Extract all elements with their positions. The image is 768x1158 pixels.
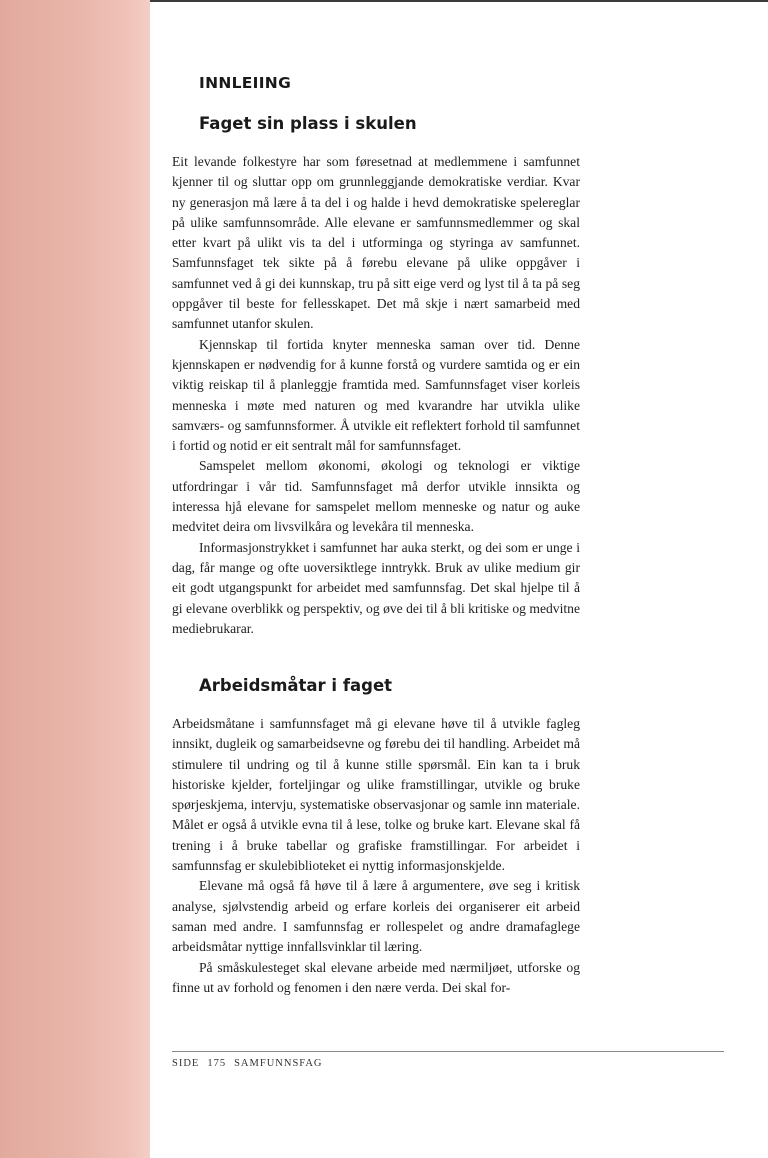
top-border-line xyxy=(150,0,768,2)
chapter-title: INNLEIING xyxy=(199,74,292,92)
page-footer xyxy=(172,1058,331,1069)
footer-rule xyxy=(172,1051,724,1052)
paragraph: Eit levande folkestyre har som føresetnad at medlemmene i samfunnet kjenner til og sluttar opp om grunnleggjande demokratiske verdiar. Kvar ny generasjon må lære å ta del i og halde i hevd demokratiske spelereglar på ulike samfunnsområde. Alle elevane er samfunnsmedlemmer og skal etter kvart på ulikt vis ta del i utforminga og styringa av samfunnet. Samfunnsfaget tek sikte på å førebu elevane på ulike oppgåver i samfunnet ved å gi dei kunnskap, tru på sitt eige verd og lyst til å ta på seg oppgåver til beste for fellesskapet. Det må skje i nært samarbeid med samfunnet utanfor skulen. xyxy=(172,154,580,332)
paragraph: Arbeidsmåtane i samfunnsfaget må gi elevane høve til å utvikle fagleg innsikt, dugleik og samarbeidsevne og førebu dei til handling. Arbeidet må stimulere til undring og til å kunne stille spørsmål. Ein kan ta i bruk historiske kjelder, forteljingar og ulike framstillingar, utvikle og bruke spørjeskjema, intervju, systematiske observasjonar og samle inn materiale. Målet er også å utvikle evna til å lese, tolke og bruke kart. Elevane skal få trening i å bruke tabellar og grafiske framstillingar. For arbeidet i samfunnsfag er skulebiblioteket ei nyttig informasjonskjelde. xyxy=(172,716,580,874)
footer-subject: SAMFUNNSFAG xyxy=(234,1058,323,1069)
margin-color-band xyxy=(0,0,150,1158)
section-body-place-in-school xyxy=(172,152,580,639)
paragraph: Kjennskap til fortida knyter menneska saman over tid. Denne kjennskapen er nødvendig for å kunne forstå og vurdere samtida og er ein viktig reiskap til å planleggje framtida med. Samfunnsfaget viser korleis menneska i møte med naturen og med kvarandre har utvikla ulike samværs- og samfunnsformer. Å utvikle eit reflektert forhold til samfunnet i fortid og notid er eit sentralt mål for samfunnsfaget. xyxy=(172,336,580,454)
paragraph: Samspelet mellom økonomi, økologi og teknologi er viktige utfordringar i vår tid. Samfunnsfaget må derfor utvikle innsikta og interessa hjå elevane for samspelet mellom menneske og natur og auke medvitet deira om livsvilkåra og levekåra til menneska. xyxy=(172,458,580,535)
section-heading-place-in-school: Faget sin plass i skulen xyxy=(199,114,417,133)
paragraph: På småskulesteget skal elevane arbeide med nærmiljøet, utforske og finne ut av forhold og fenomen i den nære verda. Dei skal for- xyxy=(172,959,580,995)
footer-page-number: 175 xyxy=(207,1058,227,1069)
paragraph: Elevane må også få høve til å lære å argumentere, øve seg i kritisk analyse, sjølvstendig arbeid og erfare korleis dei organiserer eit arbeid saman med andre. I samfunnsfag er rollespelet og andre dramafaglege arbeidsmåtar nyttige innfallsvinklar til læring. xyxy=(172,878,580,955)
section-body-working-methods xyxy=(172,714,580,998)
paragraph: Informasjonstrykket i samfunnet har auka sterkt, og dei som er unge i dag, får mange og ofte uoversiktlege inntrykk. Bruk av ulike medium gir eit godt utgangspunkt for arbeidet med samfunnsfag. Det skal hjelpe til å gi elevane overblikk og perspektiv, og øve dei til å bli kritiske og medvitne mediebrukarar. xyxy=(172,539,580,636)
footer-side-label: SIDE xyxy=(172,1058,200,1069)
section-heading-working-methods: Arbeidsmåtar i faget xyxy=(199,676,393,695)
